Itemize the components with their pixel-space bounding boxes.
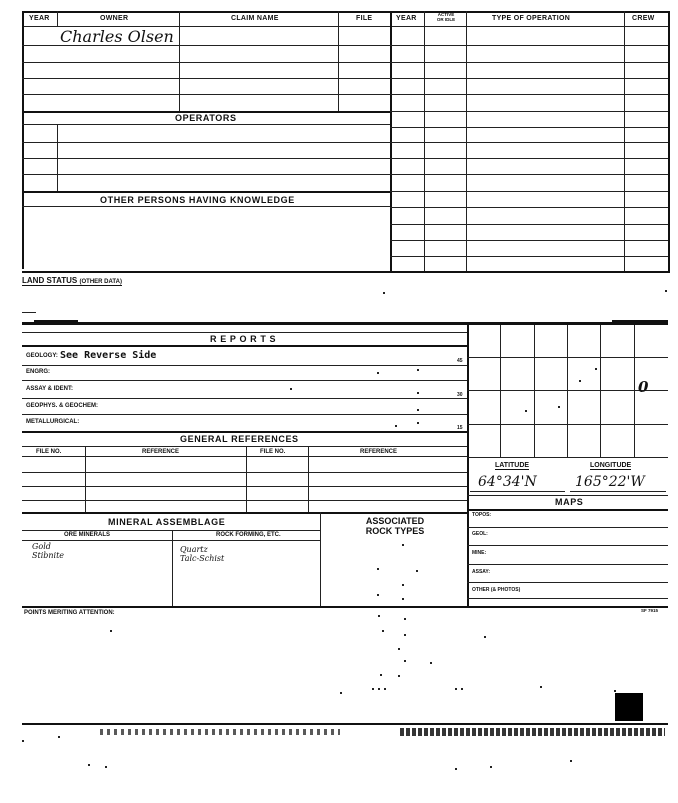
assay-ident-label: ASSAY & IDENT: bbox=[26, 386, 74, 392]
latitude-label: LATITUDE bbox=[495, 462, 530, 469]
col-crew-header: CREW bbox=[632, 15, 655, 22]
maps-mine-label: MINE: bbox=[472, 550, 487, 556]
num-30: 30 bbox=[457, 392, 463, 398]
owner-entry: Charles Olsen bbox=[60, 27, 174, 46]
section-divider bbox=[22, 322, 668, 325]
rock-forming-1: Quartz bbox=[180, 545, 208, 554]
form-number: SF 7915 bbox=[641, 608, 659, 613]
geology-label: GEOLOGY: bbox=[26, 353, 58, 359]
black-block bbox=[615, 693, 643, 721]
col-claim-name-header: CLAIM NAME bbox=[231, 15, 279, 22]
other-persons-title: OTHER PERSONS HAVING KNOWLEDGE bbox=[100, 195, 295, 205]
grid-mark: 0 bbox=[638, 378, 649, 396]
geology-value: See Reverse Side bbox=[60, 350, 157, 361]
col-file-header: FILE bbox=[356, 15, 373, 22]
col-file-no-header: FILE NO. bbox=[36, 449, 62, 455]
col-year2-header: YEAR bbox=[396, 15, 417, 22]
maps-assay-label: ASSAY: bbox=[472, 569, 491, 575]
maps-geol-label: GEOL: bbox=[472, 531, 488, 537]
col-rock-forming-header: ROCK FORMING, ETC. bbox=[216, 532, 281, 538]
col-file-no2-header: FILE NO. bbox=[260, 449, 286, 455]
land-status-label: LAND STATUS bbox=[22, 276, 78, 285]
engrg-label: ENGRG: bbox=[26, 369, 50, 375]
col-reference-header: REFERENCE bbox=[142, 449, 180, 455]
points-meriting-label: POINTS MERITING ATTENTION: bbox=[24, 610, 115, 616]
maps-other-label: OTHER (& PHOTOS) bbox=[472, 587, 521, 593]
general-references-title: GENERAL REFERENCES bbox=[180, 434, 299, 444]
operators-title: OPERATORS bbox=[175, 113, 237, 123]
ore-mineral-2: Stibnite bbox=[32, 551, 65, 560]
latitude-value: 64°34'N bbox=[478, 474, 537, 490]
longitude-label: LONGITUDE bbox=[590, 462, 632, 469]
metallurgical-label: METALLURGICAL: bbox=[26, 419, 80, 425]
longitude-value: 165°22'W bbox=[575, 474, 645, 490]
maps-topos-label: TOPOS: bbox=[472, 512, 492, 518]
associated-rock-types-title: ASSOCIATED ROCK TYPES bbox=[365, 516, 425, 536]
ore-mineral-1: Gold bbox=[32, 542, 51, 551]
geophys-geochem-label: GEOPHYS. & GEOCHEM: bbox=[26, 403, 99, 409]
col-type-of-operation-header: TYPE OF OPERATION bbox=[492, 15, 571, 22]
col-reference2-header: REFERENCE bbox=[360, 449, 398, 455]
reports-title: R E P O R T S bbox=[210, 334, 277, 344]
col-year-header: YEAR bbox=[29, 15, 50, 22]
land-status-sublabel: (OTHER DATA) bbox=[79, 279, 122, 285]
rock-forming-2: Talc-Schist bbox=[180, 554, 225, 563]
col-active-header: ACTIVE OR IDLE bbox=[436, 12, 456, 22]
maps-title: MAPS bbox=[555, 497, 584, 507]
col-owner-header: OWNER bbox=[100, 15, 129, 22]
col-ore-minerals-header: ORE MINERALS bbox=[64, 532, 111, 538]
mineral-assemblage-title: MINERAL ASSEMBLAGE bbox=[108, 517, 226, 527]
num-15: 15 bbox=[457, 425, 463, 431]
num-45: 45 bbox=[457, 358, 463, 364]
